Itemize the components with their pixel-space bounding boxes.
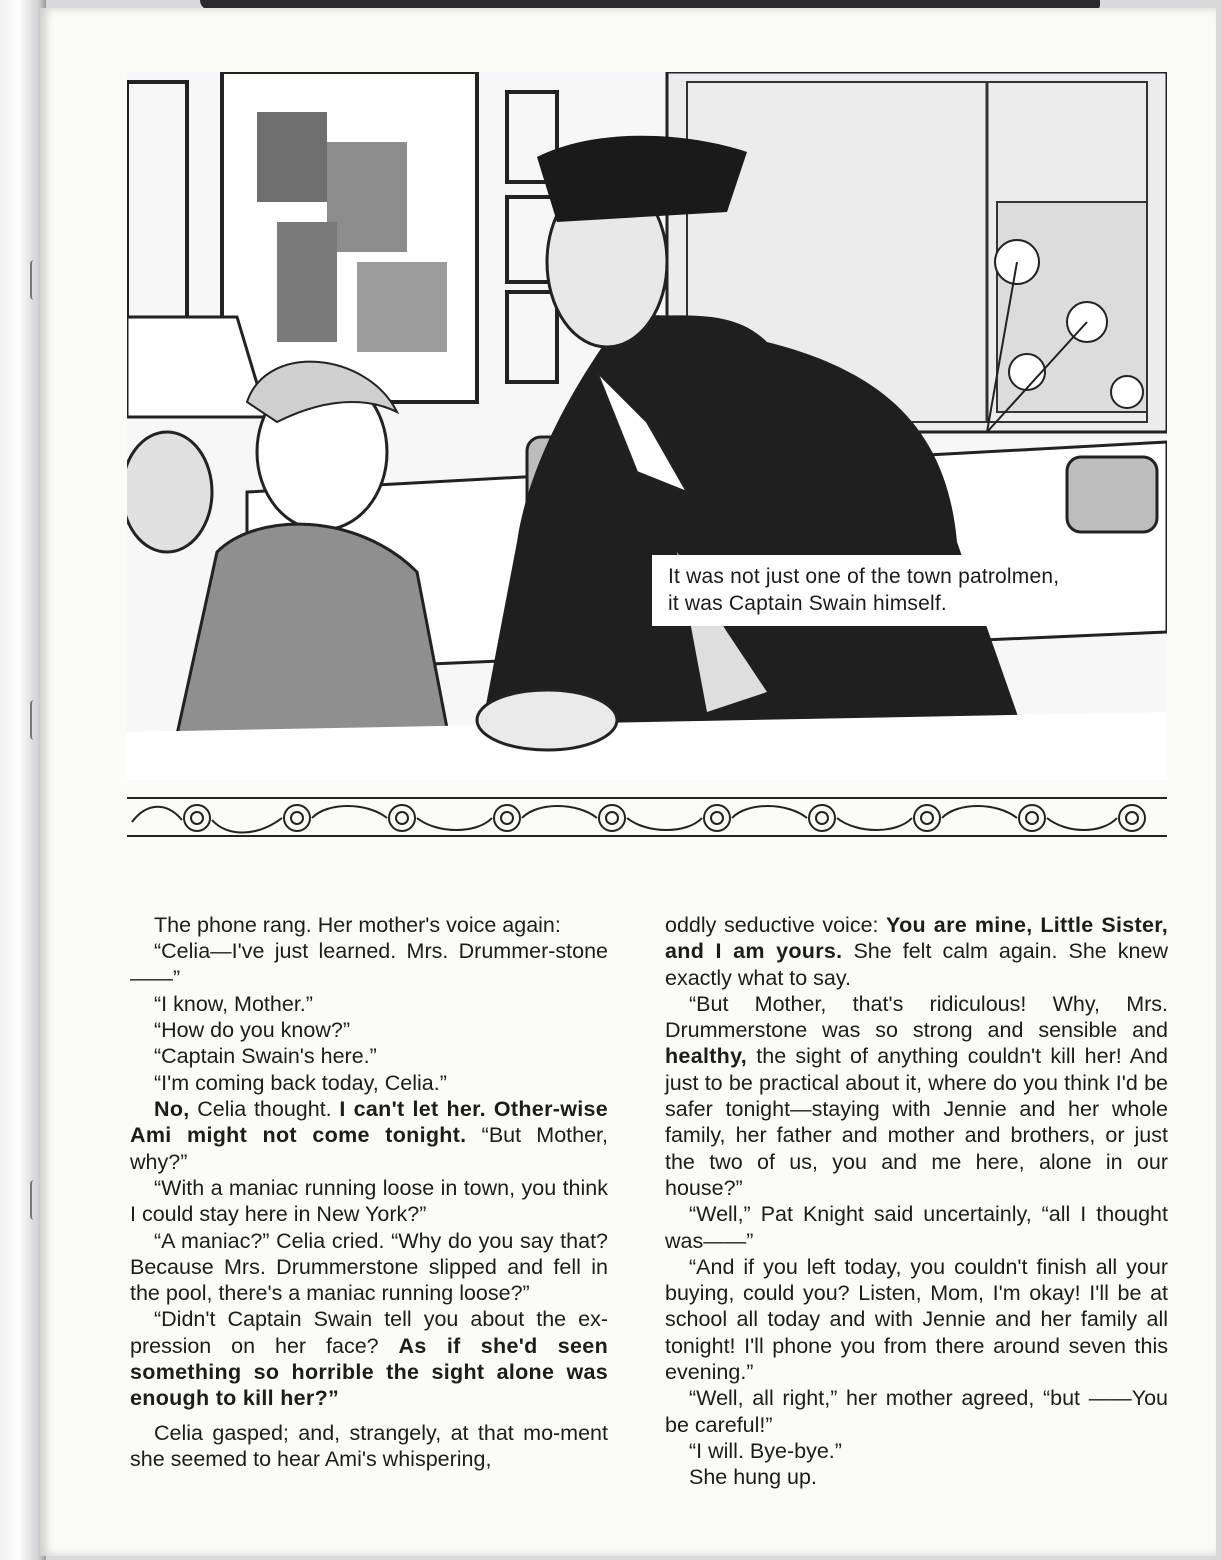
paragraph: “I know, Mother.” bbox=[154, 991, 313, 1016]
paragraph: “Celia—I've just learned. Mrs. Drummer-stone——” bbox=[130, 939, 608, 990]
paragraph bbox=[665, 991, 1168, 1201]
paragraph: The phone rang. Her mother's voice again: bbox=[154, 913, 561, 937]
story-illustration bbox=[127, 72, 1167, 780]
paragraph: “Well,” Pat Knight said uncertainly, “all I thought was——” bbox=[665, 1202, 1168, 1253]
paragraph: She hung up. bbox=[689, 1465, 817, 1490]
paragraph bbox=[130, 1096, 608, 1175]
text-run: “But Mother, that's ridiculous! Why, Mrs. Drummerstone was so strong and sensible and bbox=[665, 991, 1168, 1043]
text-column-left bbox=[130, 912, 608, 1472]
paragraph: Celia gasped; and, strangely, at that mo-ment she seemed to hear Ami's whispering, bbox=[130, 1420, 608, 1471]
paragraph bbox=[130, 1306, 608, 1411]
emphasis: No, bbox=[154, 1097, 190, 1122]
paragraph: “Well, all right,” her mother agreed, “but ——You be careful!” bbox=[665, 1386, 1168, 1437]
text-run: Celia thought. bbox=[189, 1097, 340, 1122]
paragraph: “Captain Swain's here.” bbox=[154, 1044, 377, 1069]
paragraph: “With a maniac running loose in town, you think I could stay here in New York?” bbox=[130, 1175, 608, 1227]
paragraph: “A maniac?” Celia cried. “Why do you say that? Because Mrs. Drummerstone slipped and fell in the pool, there's a maniac running loose?” bbox=[130, 1228, 608, 1306]
text-run: the sight of anything couldn't kill her! And just to be practical about it, where do you think I'd be safer tonight—staying with Jennie and her whole family, her father and mother and brothers, or just the two of us, you and me here, alone in our house?” bbox=[665, 1044, 1168, 1200]
paragraph: “How do you know?” bbox=[154, 1018, 350, 1043]
text-run: She felt calm again. She knew exactly what to say. bbox=[665, 939, 1168, 990]
emphasis: You are mine, Little Sister, and I am yours. bbox=[665, 913, 1168, 964]
text-run: “But Mother, why?” bbox=[130, 1123, 608, 1174]
paragraph bbox=[665, 912, 1168, 991]
text-run: “Didn't Captain Swain tell you about the ex-pression on her face? bbox=[130, 1307, 608, 1358]
emphasis: I can't let her. Other-wise Ami might not come tonight. bbox=[130, 1097, 609, 1148]
illustration-caption bbox=[652, 555, 1069, 626]
emphasis: As if she'd seen something so horrible the sight alone was enough to kill her?” bbox=[130, 1333, 608, 1411]
text-column-right bbox=[665, 912, 1168, 1491]
decorative-border bbox=[127, 792, 1167, 842]
text-run: oddly seductive voice: bbox=[665, 913, 887, 937]
illustration-drawing bbox=[127, 72, 1167, 780]
emphasis: healthy, bbox=[665, 1044, 748, 1069]
paragraph: “I'm coming back today, Celia.” bbox=[154, 1070, 447, 1095]
paragraph: “I will. Bye-bye.” bbox=[689, 1438, 842, 1463]
paragraph: “And if you left today, you couldn't finish all your buying, could you? Listen, Mom, I'm okay! I'll be at school all today and with Jennie and her family all tonight! I'll phone you from there around seven this evening.” bbox=[665, 1254, 1168, 1385]
caption-line: it was Captain Swain himself. bbox=[668, 592, 947, 615]
caption-line: It was not just one of the town patrolmen, bbox=[668, 565, 1060, 588]
